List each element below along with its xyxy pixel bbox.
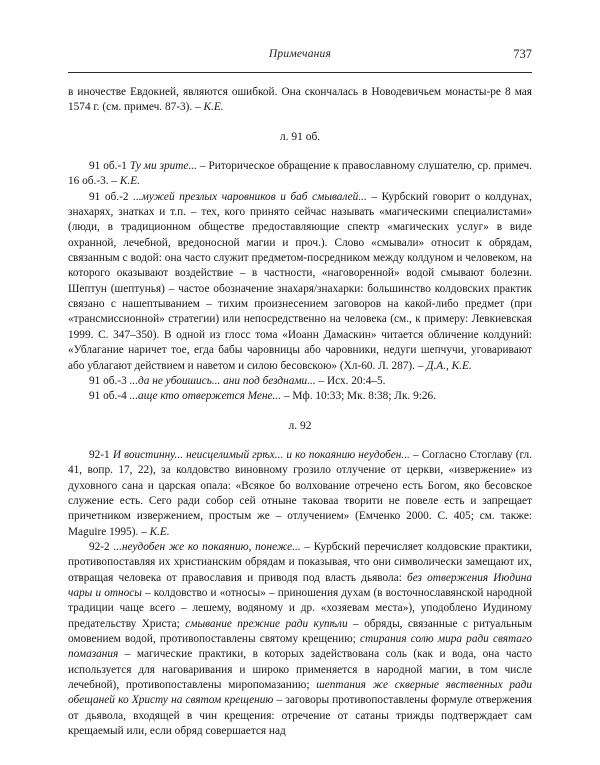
note-91-ob-1: [68, 159, 532, 190]
note-lemma: ...да не убоишись... ани под безднами...: [129, 374, 316, 387]
note-92-2: [68, 540, 532, 739]
commentary-run: – заговоры противопоставлены формуле отвержения от дьявола, входящей в чин крещения: отречение от сатаны трижды подтверждает сам крещаемый или, если обряд совершается над: [68, 694, 532, 738]
note-signature: К.Е.: [149, 525, 170, 538]
commentary-run: – магические практики, в которых задействована соль (как и вода, она часто используется для наговаривания и широко применяется в народной магии, в том числе лечебной), противопоставлены миропомазанию;: [68, 648, 532, 692]
header-rule: [68, 72, 532, 73]
lemma-run: шептания же скверные явственных ради обещаней ко Христу на святом крещению: [68, 679, 532, 707]
folio-heading-91-ob: л. 91 об.: [279, 130, 321, 143]
note-number: 91 об.-3: [89, 374, 130, 387]
note-number: 92-2: [89, 540, 114, 553]
note-body-segments: [68, 541, 532, 737]
note-signature: Д.А., К.Е.: [426, 359, 472, 372]
note-lemma: И воистинну... неисцелимый грѣх... и ко покаянию неудобен...: [112, 448, 410, 461]
note-number: 92-1: [89, 448, 113, 461]
lemma-run: смывание прежние ради купѣли: [185, 617, 348, 630]
continuation-signature: К.Е.: [203, 101, 224, 114]
note-91-ob-3: [68, 374, 532, 389]
note-91-ob-4: [68, 389, 532, 404]
section-92-notes: [68, 448, 532, 740]
commentary-run: – обряды, связанные с ритуальным омовением водой, противопоставлены святому крещению;: [68, 617, 532, 645]
note-lemma: ...мужей презлых чаровников и баб смывалей...: [133, 190, 367, 203]
text-block: [68, 85, 532, 739]
note-lemma: ...неудобен же ко покаянию, понеже...: [113, 540, 301, 553]
section-91-ob-notes: [68, 159, 532, 405]
note-number: 91 об.-1: [89, 160, 130, 173]
running-head-title: Примечания: [268, 48, 332, 60]
note-91-ob-2: [68, 190, 532, 374]
continuation-text: в иночестве Евдокией, являются ошибкой. Она скончалась в Новодевичьем монасты-ре 8 мая 1574 г. (см. примеч. 87-3). –: [68, 86, 532, 114]
note-body: – Курбский говорит о колдунах, знахарях, знатках и т.п. – тех, кого принято сейчас называть «магическими специалистами» (люди, в традиционном обществе предоставляющие спектр «магических услуг» в виде охранной, лечебной, вредоносной магии и проч.). Слово «смывали» относит к обрядам, связанным с водой: она часто служит предметом-посредником между колдуном и человеком, на которого оказывают воздействие – в частности, «наговоренной» водой смывают болезни. Шептун (шептунья) – частое обозначение знахаря/знахарки: большинство колдовских практик связано с нашептыванием – тихим произнесением заговоров на какой-либо предмет (при «трансмиссионной» стратегии) или непосредственно на человека (см., к примеру: Левкиевская 1999. С. 347–350). В одной из глосс тома «Иоанн Дамаскин» читается обличение колдуний: «Ублагание наричет тое, егда бабы чаровницы або чаровники, недуги шепчучи, уговаривают або ублагают действием и наветом и силою бесовскою» (Хл-60. Л. 287). –: [68, 190, 533, 372]
note-number: 91 об.-4: [89, 390, 130, 403]
note-body: – Согласно Стоглаву (гл. 41, вопр. 17, 22), за колдовство виновному грозило отлучение от церкви, «извержение» из духовного сана и царская опала: «Всякое бо волхование отречено есть Богом, яко бесовское служение есть. Сего ради собор сей отныне таковаа творити не повеле есть и запрещает причетником извержением, простым же – отлучением» (Емченко 2000. С. 405; см. также: Maguire 1995). –: [68, 448, 532, 538]
note-lemma: ...аще кто отвержется Мене...: [129, 390, 282, 403]
note-92-1: [68, 448, 532, 540]
note-body: – Мф. 10:33; Мк. 8:38; Лк. 9:26.: [281, 390, 436, 403]
folio-heading-92: л. 92: [288, 419, 312, 432]
note-body: – Риторическое обращение к православному слушателю, ср. примеч. 16 об.-3. –: [68, 160, 532, 188]
note-lemma: Ту ми зрите...: [129, 160, 197, 173]
commentary-run: – Курбский перечисляет колдовские практики, противопоставляя их христианским обрядам и показывая, что они символически замещают их, отвращая человека от православия и приводя под власть дьявола:: [68, 540, 532, 584]
note-number: 91 об.-2: [89, 190, 134, 203]
note-body: – Исх. 20:4–5.: [315, 374, 386, 387]
commentary-run: – колдовство и «относы» – приношения духам (в восточнославянской народной традиции чаще всего – лешему, водяному и др. «хозяевам места»), уподоблено Иудиному предательству Христа;: [68, 586, 533, 630]
continuation-paragraph: [68, 85, 532, 116]
note-signature: К.Е.: [119, 175, 140, 188]
lemma-run: стирания солю мира ради святаго помазания: [68, 633, 533, 661]
lemma-run: без отвержения Июдина чары и относы: [68, 571, 533, 599]
running-head: [68, 48, 532, 72]
page-number: 737: [513, 47, 532, 61]
